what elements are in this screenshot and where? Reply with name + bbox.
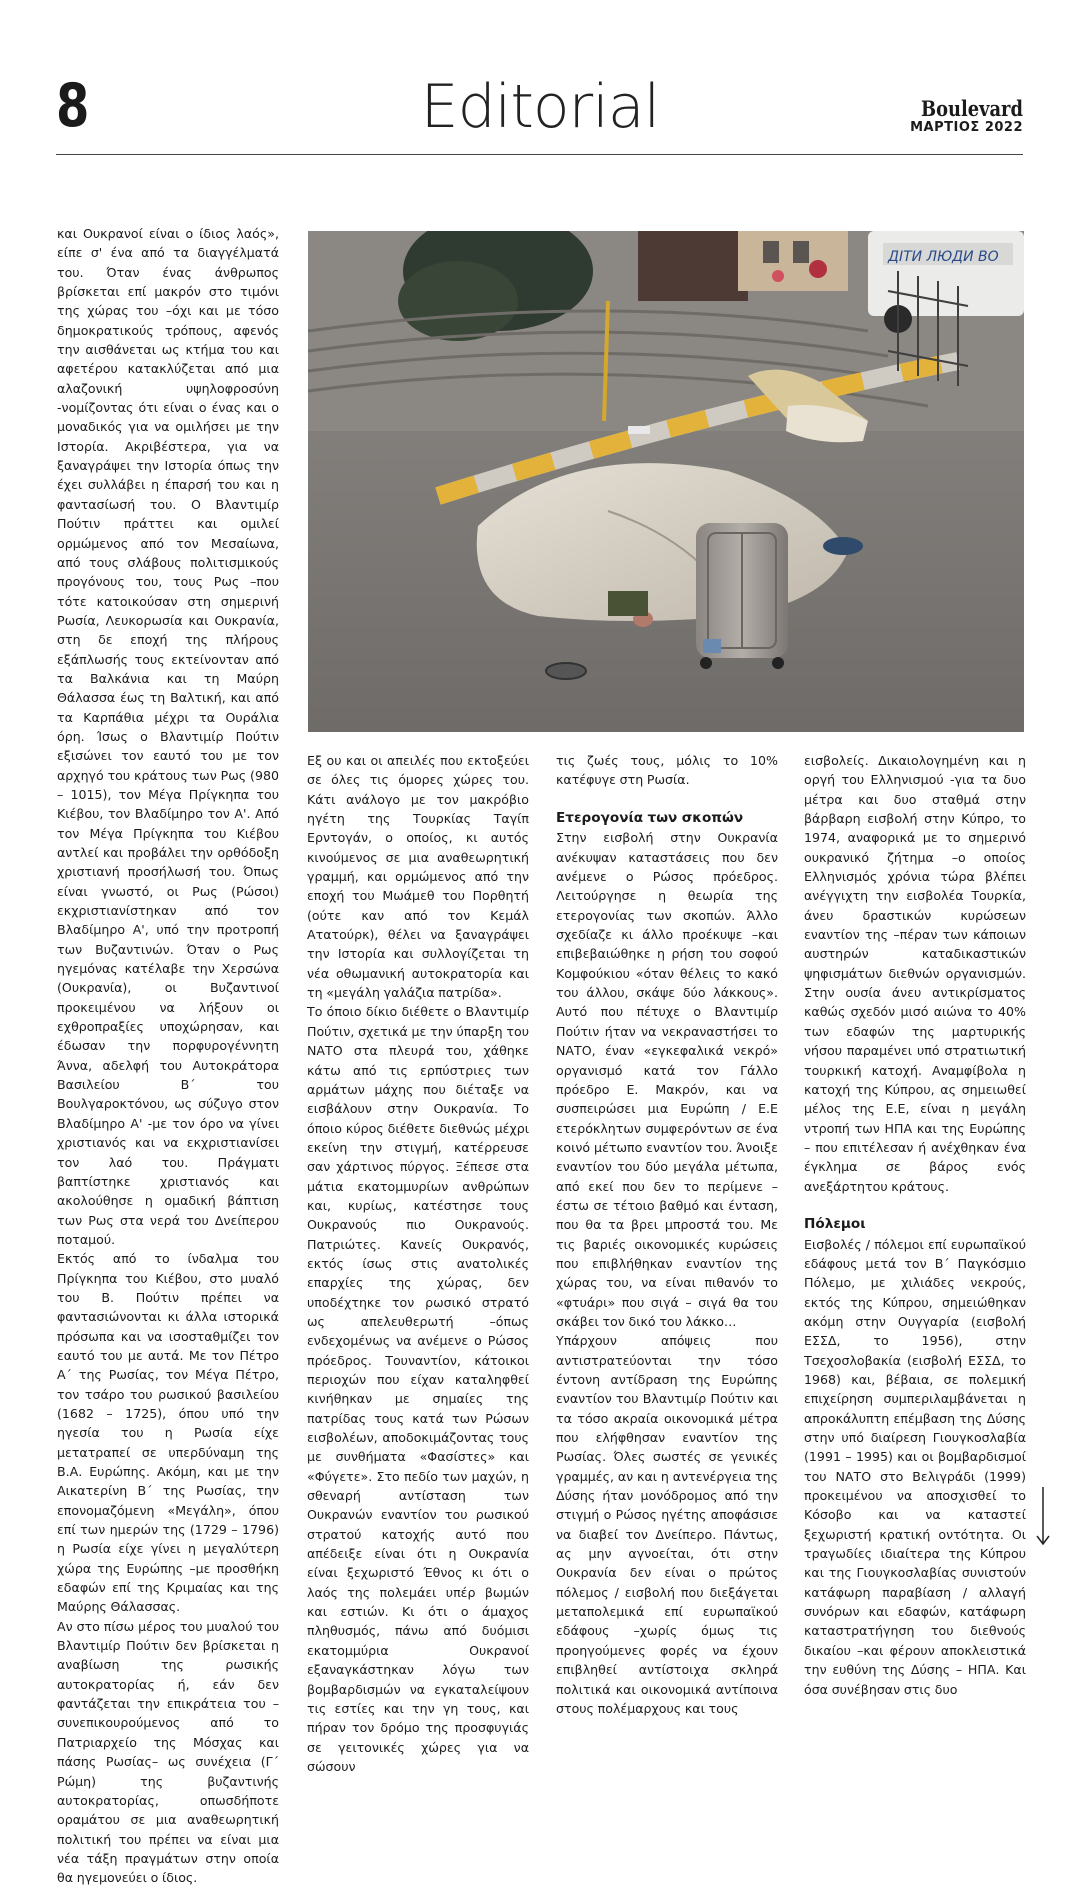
subheading: Ετερογονία των σκοπών bbox=[556, 810, 744, 827]
masthead bbox=[903, 98, 1023, 135]
article-photo bbox=[308, 231, 1024, 732]
header-divider bbox=[56, 154, 1023, 155]
paragraph: τις ζωές τους, μόλις το 10% κατέφυγε στη Ρωσία. bbox=[556, 753, 778, 788]
article-column-3 bbox=[556, 751, 778, 1716]
paragraph: Εισβολές / πόλεμοι επί ευρωπαϊκού εδάφους μετά τον Β΄ Παγκόσμιο Πόλεμο, με χιλιάδες νεκρούς, εκτός της Κύπρου, σημειώθηκαν ακόμη στην Ουγγαρία (εισβολή ΕΣΣΔ, το 1956), στην Τσεχοσλοβακία (εισβολή ΕΣΣΔ, το 1968) και, βέβαια, σε πολεμική επιχείρηση συμπεριλαμβάνεται η απροκάλυπτη επέμβαση της Δύσης στην υπό διαίρεση Γιουγκοσλαβία (1991 – 1995) και οι βομβαρδισμοί του ΝΑΤΟ στο Βελιγράδι (1999) προκειμένου να αποσχισθεί το Κόσοβο και να καταστεί ξεχωριστή κρατική οντότητα. Οι τραγωδίες ιδιαίτερα της Κύπρου και της Γιουγκοσλαβίας συνιστούν κατάφωρη παραβίαση / αλλαγή συνόρων και εδαφών, κατάφωρη καταστρατήγηση του διεθνούς δικαίου –και φέρουν αποκλειστικά την ευθύνη της Δύσης – ΗΠΑ. Και όσα συνέβησαν στις δυο bbox=[804, 1236, 1026, 1697]
paragraph: εισβολείς. Δικαιολογημένη και η οργή του Ελληνισμού -για τα δυο μέτρα και δυο σταθμά στην βάρβαρη εισβολή στην Κύπρο, το 1974, αναφορικά με το σημερινό ουκρανικό ζήτημα –ο οποίος Ελληνισμός χρόνια τώρα βλέπει ανέγγιχτη την εισβολέα Τουρκία, άνευ δραστικών κυρώσεων εναντίον της –πέραν των κάποιων αυστηρών καταδικαστικών ψηφισμάτων διεθνών οργανισμών. Στην ουσία άνευ αντικρίσματος καθώς σχεδόν μισό αιώνα το 40% των εδαφών της μαρτυρικής νήσου παραμένει υπό στρατιωτική τουρκική κατοχή. Αναμφίβολα η κατοχή της Κύπρου, ας σημειωθεί μέλος της Ε.Ε, είναι η μεγάλη ντροπή των ΗΠΑ και της Ευρώπης – που επιτέλεσαν ή ανέχθηκαν ένα έγκλημα σε βάρος ενός ανεξάρτητου κράτους. bbox=[804, 753, 1026, 1194]
brand-logo: Boulevard bbox=[921, 96, 1023, 121]
continue-arrow-icon bbox=[1036, 1487, 1050, 1547]
article-column-2 bbox=[307, 751, 529, 1774]
paragraph: Εκτός από το ίνδαλμα του Πρίγκηπα του Κιέβου, στο μυαλό του Β. Πούτιν πρέπει να φαντασιώνονται κι άλλα ιστορικά πρόσωπα και να ισοσταθμίζει τον εαυτό του με αυτά. Με τον Πέτρο Α΄ της Ρωσίας, τον Μέγα Πέτρο, τον τσάρο του ρωσικού βασιλείου (1682 – 1725), όπου υπό την ηγεσία του η Ρωσία είχε μετατραπεί σε υπερδύναμη της Β.Α. Ευρώπης. Ακόμη, και με την Αικατερίνη Β΄ της Ρωσίας, την επονομαζόμενη «Μεγάλη», όπου επί των ημερών της (1729 – 1796) η Ρωσία είχε γίνει η μεγαλύτερη χώρα της Ευρώπης –με προσθήκη εδαφών επί της Κριμαίας και της Μαύρης Θάλασσας. bbox=[57, 1251, 279, 1615]
paragraph: και Ουκρανοί είναι ο ίδιος λαός», είπε σ' ένα από τα διαγγέλματά του. Όταν ένας άνθρωπος βρίσκεται επί μακρόν στο τιμόνι της χώρας του –όχι και με τόσο δημοκρατικούς τρόπους, αφενός την αισθάνεται ως κτήμα του και αφετέρου κατακλύζεται από μια αλαζονική υψηλοφροσύνη -νομίζοντας ότι είναι ο ένας και ο μοναδικός για να ομιλήσει με την Ιστορία. Ακριβέστερα, για να ξαναγράψει την Ιστορία όπως την έχει συλλάβει η έπαρσή του και η φαντασίωσή του. Ο Βλαντιμίρ Πούτιν πράττει και ομιλεί ορμώμενος από τον Μεσαίωνα, από τους σλάβους πολιτισμικούς προγόνους του, τους Ρως –που τότε κατοικούσαν στη σημερινή Ρωσία, Λευκορωσία και Ουκρανία, στη δε εποχή της πλήρους εξάπλωσής τους εκτείνονταν από τα Βαλκάνια και τη Μαύρη Θάλασσα έως τη Βαλτική, και από τα Καρπάθια μέχρι τα Ουράλια όρη. Ίσως ο Βλαντιμίρ Πούτιν εξισώνει τον εαυτό του με τον αρχηγό του κράτους των Ρως (980 – 1015), τον Μέγα Πρίγκηπα του Κιέβου, τον Βλαδίμηρο τον Α'. Από τον Μέγα Πρίγκηπα του Κιέβου αντλεί και προβάλει την ορθόδοξη χριστιανή προσήλωσή του. Όπως είναι γνωστό, οι Ρως (Ρώσοι) εκχριστιανίστηκαν από τον Βλαδίμηρο Α', υπό την προτροπή των Βυζαντινών. Όταν ο Ρως ηγεμόνας κατέλαβε την Χερσώνα (Ουκρανία), οι Βυζαντινοί προκειμένου να λήξουν οι εχθροπραξίες υποχώρησαν, και έδωσαν την πορφυρογέννητη Άννα, αδελφή του Αυτοκράτορα Βασιλείου Β΄ του Βουλγαροκτόνου, ως σύζυγο στον Βλαδίμηρο Α' -με τον όρο να γίνει χριστιανός και να εκχριστιανίσει τον λαό του. Πράγματι βαπτίστηκε χριστιανός και ακολούθησε η ομαδική βάπτιση των Ρως στα νερά του Δνείπερου ποταμού. bbox=[57, 226, 279, 1247]
article-column-4 bbox=[804, 751, 1026, 1697]
section-title: Editorial bbox=[420, 72, 660, 142]
paragraph: Το όποιο δίκιο διέθετε ο Βλαντιμίρ Πούτιν, σχετικά με την ύπαρξη του ΝΑΤΟ στα πλευρά του, χάθηκε κάτω από τις ερπύστριες των αρμάτων μάχης που διέταξε να εισβάλουν στην Ουκρανία. Το όποιο κύρος διέθετε διεθνώς μέχρι εκείνη την στιγμή, κατέρρευσε σαν χάρτινος πύργος. Ξέπεσε στα μάτια εκατομμυρίων ανθρώπων και, κυρίως, κατέστησε τους Ουκρανούς πιο Ουκρανούς. Πατριώτες. Κανείς Ουκρανός, εκτός ίσως στις ανατολικές επαρχίες της χώρας, δεν υποδέχτηκε τον ρωσικό στρατό ως απελευθερωτή –όπως ενδεχομένως να ανέμενε ο Ρώσος πρόεδρος. Τουναντίον, κάτοικοι περιοχών που είχαν καταληφθεί κινήθηκαν με σημαίες της πατρίδας τους κατά των Ρώσων εισβολέων, αποδοκιμάζοντας τους με συνθήματα «Φασίστες» και «Φύγετε». Στο πεδίο των μαχών, η σθεναρή αντίσταση των Ουκρανών εναντίον του ρωσικού στρατού κατοχής αυτό που απέδειξε είναι ότι η Ουκρανία είναι ξεχωριστό Έθνος κι ότι ο λαός της πολεμάει υπέρ βωμών και εστιών. Κι ότι ο άμαχος πληθυσμός, πάνω από δυόμισι εκατομμύρια Ουκρανοί εξαναγκάστηκαν λόγω των βομβαρδισμών να εγκαταλείψουν τις εστίες και την γη τους, και πήραν τον δρόμο της προσφυγιάς σε γειτονικές χώρες για να σώσουν bbox=[307, 1004, 529, 1774]
issue-date: ΜΑΡΤΙΟΣ 2022 bbox=[910, 120, 1023, 135]
subheading: Πόλεμοι bbox=[804, 1216, 866, 1233]
article-column-1 bbox=[57, 224, 279, 1886]
paragraph: Εξ ου και οι απειλές που εκτοξεύει σε όλες τις όμορες χώρες του. Κάτι ανάλογο με τον μακρόβιο ηγέτη της Τουρκίας Ταγίπ Ερντογάν, ο οποίος, κι αυτός κινούμενος σε μια αναθεωρητική γραμμή, και ορμώμενος από την εποχή του Μωάμεθ του Πορθητή (ούτε καν από τον Κεμάλ Ατατούρκ), θέλει να ξαναγράψει την Ιστορία και συλλογίζεται τη νέα οθωμανική αυτοκρατορία και τη «μεγάλη γαλάζια πατρίδα». bbox=[307, 753, 529, 1001]
page-number: 8 bbox=[56, 71, 90, 141]
paragraph: Στην εισβολή στην Ουκρανία ανέκυψαν καταστάσεις που δεν ανέμενε ο Ρώσος πρόεδρος. Λειτούργησε η θεωρία της ετερογονίας των σκοπών. Άλλο σχεδίαζε κι άλλο προέκυψε –και επιβεβαιώθηκε η ρήση του σοφού Κομφούκιου «όταν θέλεις το κακό του άλλου, σκάψε δύο λάκκους». Αυτό που πέτυχε ο Βλαντιμίρ Πούτιν ήταν να νεκραναστήσει το ΝΑΤΟ, έναν «εγκεφαλικά νεκρό» οργανισμό κατά τον Γάλλο πρόεδρο Ε. Μακρόν, και να συσπειρώσει μια Ευρώπη / Ε.Ε ετερόκλητων συμφερόντων σε ένα κοινό μέτωπο εναντίον του. Άνοιξε εναντίον του δύο μεγάλα μέτωπα, από εκεί που δεν το περίμενε –έστω σε τέτοιο βαθμό και ένταση, που θα τα βρει μπροστά του. Με τις βαριές οικονομικές κυρώσεις που επιβλήθηκαν εναντίον της χώρας του, να είναι πιθανόν το «φτυάρι» που σιγά – σιγά θα του σκάβει τον δικό του λάκκο… bbox=[556, 830, 778, 1329]
paragraph: Αν στο πίσω μέρος του μυαλού του Βλαντιμίρ Πούτιν δεν βρίσκεται η αναβίωση της ρωσικής αυτοκρατορίας ή, εάν δεν φαντάζεται την επικράτεια του –συνεπικουρούμενος από το Πατριαρχείο της Μόσχας και πάσης Ρωσίας– ως συνέχεια (Γ΄ Ρώμη) της βυζαντινής αυτοκρατορίας, οπωσδήποτε οραμάτου σε μια αναθεωρητική πολιτική του πρέπει να είναι μια νέα τάξη πραγμάτων στην οποία θα ηγεμονεύει ο ίδιος. bbox=[57, 1618, 279, 1886]
paragraph: Υπάρχουν απόψεις που αντιστρατεύονται την τόσο έντονη αντίδραση της Ευρώπης εναντίον του Βλαντιμίρ Πούτιν και τα τόσο ακραία οικονομικά μέτρα που ελήφθησαν εναντίον της Ρωσίας. Όλες σωστές σε γενικές γραμμές, αν και η αντενέργεια της Δύσης ήταν μονόδρομος από την στιγμή ο Ρώσος ηγέτης αποφάσισε να διαβεί τον Δνείπερο. Πάντως, ας μην αγνοείται, ότι στην Ουκρανία δεν είναι ο πρώτος πόλεμος / εισβολή που διεξάγεται μεταπολεμικά επί ευρωπαϊκού εδάφους –χωρίς όμως τις προηγούμενες φορές να έχουν επιβληθεί αντίστοιχα σκληρά πολιτικά και οικονομικά αντίποινα στους πολέμαρχους και τους bbox=[556, 1333, 778, 1716]
van-sign: ДІТИ ЛЮДИ ВО bbox=[888, 249, 999, 265]
